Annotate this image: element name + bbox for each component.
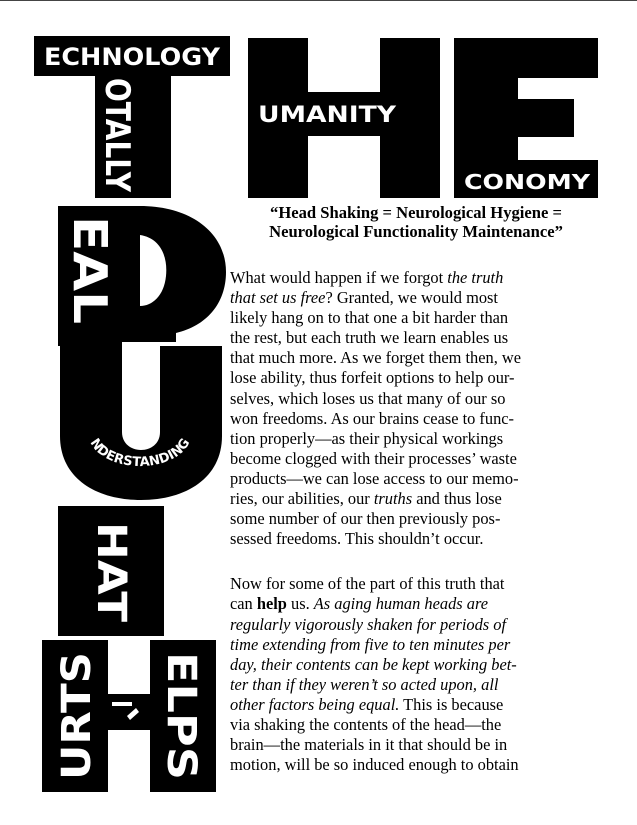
letter-t <box>34 36 230 217</box>
p1-line-3: likely hang on to that one a bit harder than <box>230 308 509 328</box>
letter-h-bottom <box>42 640 216 792</box>
letter-h <box>248 38 440 198</box>
p1-line-7: selves, which loses us that many of our so <box>230 388 506 408</box>
p1-line-1a: What would happen if we forgot <box>230 268 448 287</box>
word-urts: URTS <box>54 662 100 780</box>
p2-line-7b: This is because <box>399 694 504 714</box>
p1-line-6: lose ability, thus forfeit options to help our- <box>230 368 515 388</box>
p2-line-1: Now for some of the part of this truth that <box>230 574 505 594</box>
p1-line-12a: ries, our abilities, our <box>230 489 374 509</box>
word-echnology: ECHNOLOGY <box>44 43 221 71</box>
p2-line-2b: help <box>256 594 287 614</box>
word-elps: ELPS <box>158 652 204 763</box>
letter-u <box>60 346 222 500</box>
p2-line-7a: other factors being equal. <box>230 694 400 714</box>
p2-line-2c: us. <box>286 594 314 614</box>
p2-line-2d: As aging human heads are <box>313 594 488 614</box>
p2-line-9: brain—the materials in it that should be in <box>230 735 508 755</box>
p1-line-1b: the truth <box>447 268 504 287</box>
p1-line-2a: that set us free <box>230 288 326 308</box>
word-otally: OTALLY <box>97 78 137 217</box>
p1-line-5: that much more. As we forget them then, we <box>230 348 522 368</box>
paragraph-2 <box>230 574 602 775</box>
p1-line-4: the rest, but each truth we learn enables us <box>230 328 509 348</box>
p2-line-2a: can <box>230 594 257 614</box>
letter-w <box>58 506 164 636</box>
p1-line-12b: truths <box>373 489 413 509</box>
headline-line-1: “Head Shaking = Neurological Hygiene = <box>270 203 562 222</box>
p1-line-13: some number of our then previously pos- <box>230 509 501 529</box>
p2-line-3: regularly vigorously shaken for periods of <box>230 614 507 634</box>
p2-line-10: motion, will be so induced enough to obtain <box>230 755 519 775</box>
p1-line-14: sessed freedoms. This shouldn’t occur. <box>230 529 484 549</box>
word-hat: HAT <box>88 522 134 611</box>
p2-line-6: ter than if they weren’t so acted upon, all <box>230 674 499 694</box>
p1-line-9: tion properly—as their physical workings <box>230 428 504 448</box>
p2-line-4: time extending from five to ten minutes per <box>230 634 511 654</box>
word-umanity: UMANITY <box>258 103 398 128</box>
word-eal: EAL <box>63 216 117 313</box>
paragraph-1 <box>230 268 602 549</box>
p1-line-10: become clogged with their processes’ waste <box>230 448 517 468</box>
letter-e <box>454 38 598 198</box>
p1-line-8: won freedoms. As our brains cease to func- <box>230 408 515 428</box>
letter-r <box>58 206 226 346</box>
p2-line-5: day, their contents can be kept working bet- <box>230 654 517 674</box>
p1-line-12c: and thus lose <box>412 489 502 509</box>
p1-line-11: products—we can lose access to our memo- <box>230 468 519 488</box>
headline-line-2: Neurological Functionality Maintenance” <box>269 222 563 241</box>
p1-line-2b: ? Granted, we would most <box>325 288 498 308</box>
article-text <box>230 203 602 775</box>
word-conomy: CONOMY <box>464 170 591 194</box>
headline <box>230 203 602 241</box>
p2-line-8: via shaking the contents of the head—the <box>230 714 502 734</box>
word-nderstanding: NDERSTANDING <box>86 435 194 471</box>
